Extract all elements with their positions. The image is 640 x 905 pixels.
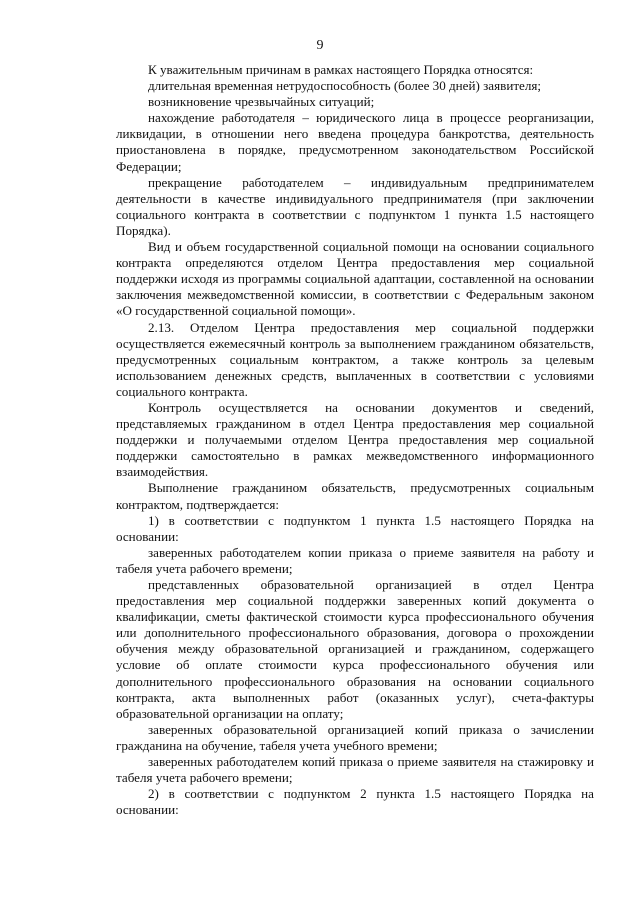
paragraph-emergency: возникновение чрезвычайных ситуаций;: [148, 94, 375, 110]
paragraph-item-2: 2) в соответствии с подпунктом 2 пункта 1.5 настоящего Порядка на основании:: [116, 786, 594, 818]
paragraph-obligations-confirmation: Выполнение гражданином обязательств, предусмотренных социальным контрактом, подтверждается:: [116, 480, 594, 512]
paragraph-section-2-13: 2.13. Отделом Центра предоставления мер социальной поддержки осуществляется ежемесячный контроль за выполнением гражданином обязательств, предусмотренных социальным контрактом, а также контроль за целевым использованием денежных средств, выплаченных в соответствии с условиями социального контракта.: [116, 319, 594, 399]
paragraph-item-1: 1) в соответствии с подпунктом 1 пункта 1.5 настоящего Порядка на основании:: [116, 512, 594, 544]
paragraph-entrepreneur-termination: прекращение работодателем – индивидуальным предпринимателем деятельности в качестве индивидуального предпринимателя (при заключении социального контракта в соответствии с подпунктом 1 пункта 1.5 настоящего Порядка).: [116, 174, 594, 238]
paragraph-employer-order-copy: заверенных работодателем копии приказа о приеме заявителя на работу и табеля учета рабочего времени;: [116, 544, 594, 576]
document-body: [116, 62, 594, 818]
paragraph-control-basis: Контроль осуществляется на основании документов и сведений, представляемых гражданином в отдел Центра предоставления мер социальной поддержки и получаемыми отделом Центра предоставления мер социальной поддержки самостоятельно в рамках межведомственного информационного взаимодействия.: [116, 399, 594, 480]
paragraph-valid-reasons-intro: К уважительным причинам в рамках настоящего Порядка относятся:: [148, 62, 534, 77]
page-number: 9: [316, 38, 324, 53]
paragraph-enrollment-order: заверенных образовательной организацией копий приказа о зачислении гражданина на обучение, табеля учета учебного времени;: [116, 721, 594, 753]
paragraph-long-disability: длительная временная нетрудоспособность (более 30 дней) заявителя;: [148, 78, 542, 94]
paragraph-assistance-type-volume: Вид и объем государственной социальной помощи на основании социального контракта определяются отделом Центра предоставления мер социальной поддержки исходя из программы социальной адаптации, составленной на основании заключения межведомственной комиссии, в соответствии с Федеральным законом «О государственной социальной помощи».: [116, 239, 594, 319]
paragraph-internship-order: заверенных работодателем копий приказа о приеме заявителя на стажировку и табеля учета рабочего времени;: [116, 754, 594, 786]
paragraph-education-documents: представленных образовательной организацией в отдел Центра предоставления мер социальной поддержки заверенных копий документа о квалификации, сметы фактической стоимости курса профессионального обучения или дополнительного профессионального образования, договора о прохождении обучения между образовательной организацией и гражданином, содержащего условие об оплате стоимости курса профессионального обучения или дополнительного профессионального образования на основании социального контракта, акта выполненных работ (оказанных услуг), счета-фактуры образовательной организации на оплату;: [116, 577, 594, 721]
paragraph-employer-reorganization: нахождение работодателя – юридического лица в процессе реорганизации, ликвидации, в отношении него введена процедура банкротства, деятельность приостановлена в порядке, предусмотренном законодательством Российской Федерации;: [116, 110, 594, 174]
